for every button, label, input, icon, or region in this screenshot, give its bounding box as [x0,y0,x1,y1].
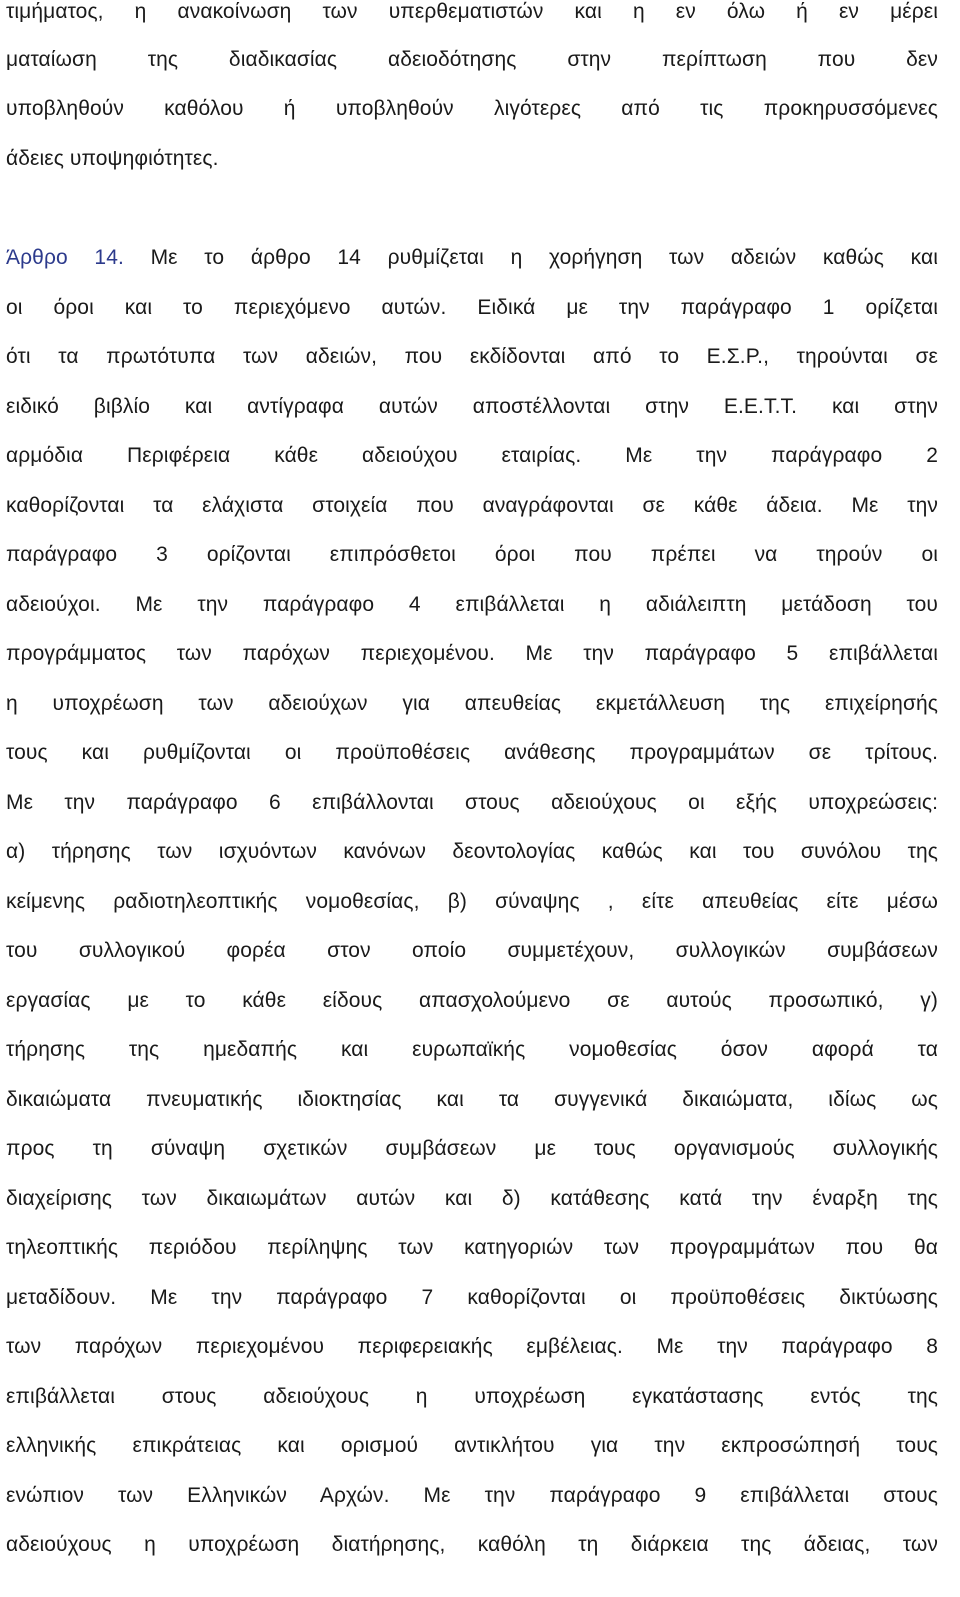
text-line: ματαίωση της διαδικασίας αδειοδότησης στην περίπτωση που δεν [6,48,938,71]
text-line: προς τη σύναψη σχετικών συμβάσεων με τους οργανισμούς συλλογικής [6,1137,938,1160]
text-line: ελληνικής επικράτειας και ορισμού αντικλήτου για την εκπροσώπησή τους [6,1434,938,1457]
text-line: άδειες υποψηφιότητες. [6,147,219,170]
text-line: τιμήματος, η ανακοίνωση των υπερθεματιστών και η εν όλω ή εν μέρει [6,0,938,23]
text-line: αρμόδια Περιφέρεια κάθε αδειούχου εταιρίας. Με την παράγραφο 2 [6,444,938,467]
text-line: η υποχρέωση των αδειούχων για απευθείας εκμετάλλευση της επιχείρησής [6,692,938,715]
text-line: τηλεοπτικής περιόδου περίληψης των κατηγοριών των προγραμμάτων που θα [6,1236,938,1259]
text-line: ειδικό βιβλίο και αντίγραφα αυτών αποστέλλονται στην Ε.Ε.Τ.Τ. και στην [6,395,938,418]
text-line: Με την παράγραφο 6 επιβάλλονται στους αδειούχους οι εξής υποχρεώσεις: [6,791,938,814]
text-line: παράγραφο 3 ορίζονται επιπρόσθετοι όροι που πρέπει να τηρούν οι [6,543,938,566]
article-heading-line [6,240,938,276]
text-line: αδειούχοι. Με την παράγραφο 4 επιβάλλεται η αδιάλειπτη μετάδοση του [6,593,938,616]
text-line: τήρησης της ημεδαπής και ευρωπαϊκής νομοθεσίας όσον αφορά τα [6,1038,938,1061]
text-line: καθορίζονται τα ελάχιστα στοιχεία που αναγράφονται σε κάθε άδεια. Με την [6,494,938,517]
text-line: δικαιώματα πνευματικής ιδιοκτησίας και τα συγγενικά δικαιώματα, ιδίως ως [6,1088,938,1111]
text-line: οι όροι και το περιεχόμενο αυτών. Ειδικά με την παράγραφο 1 ορίζεται [6,296,938,319]
text-line: τους και ρυθμίζονται οι προϋποθέσεις ανάθεσης προγραμμάτων σε τρίτους. [6,741,938,764]
text-line: διαχείρισης των δικαιωμάτων αυτών και δ) κατάθεσης κατά την έναρξη της [6,1187,938,1210]
text-line: του συλλογικού φορέα στον οποίο συμμετέχουν, συλλογικών συμβάσεων [6,939,938,962]
text-line: εργασίας με το κάθε είδους απασχολούμενο σε αυτούς προσωπικό, γ) [6,989,938,1012]
text-line: κείμενης ραδιοτηλεοπτικής νομοθεσίας, β) σύναψης , είτε απευθείας είτε μέσω [6,890,938,913]
text-line: ότι τα πρωτότυπα των αδειών, που εκδίδονται από το Ε.Σ.Ρ., τηρούνται σε [6,345,938,368]
text-line: α) τήρησης των ισχυόντων κανόνων δεοντολογίας καθώς και του συνόλου της [6,840,938,863]
text-line: των παρόχων περιεχομένου περιφερειακής εμβέλειας. Με την παράγραφο 8 [6,1335,938,1358]
text-line: ενώπιον των Ελληνικών Αρχών. Με την παράγραφο 9 επιβάλλεται στους [6,1484,938,1507]
text-line: προγράμματος των παρόχων περιεχομένου. Με την παράγραφο 5 επιβάλλεται [6,642,938,665]
text-line: αδειούχους η υποχρέωση διατήρησης, καθόλη τη διάρκεια της άδειας, των [6,1533,938,1556]
text-line: επιβάλλεται στους αδειούχους η υποχρέωση εγκατάστασης εντός της [6,1385,938,1408]
text-line: υποβληθούν καθόλου ή υποβληθούν λιγότερες από τις προκηρυσσόμενες [6,97,938,120]
text-line: μεταδίδουν. Με την παράγραφο 7 καθορίζονται οι προϋποθέσεις δικτύωσης [6,1286,938,1309]
text-line-rest: Με το άρθρο 14 ρυθμίζεται η χορήγηση των αδειών καθώς και [150,246,938,269]
article-label: Άρθρο 14. [6,246,124,269]
